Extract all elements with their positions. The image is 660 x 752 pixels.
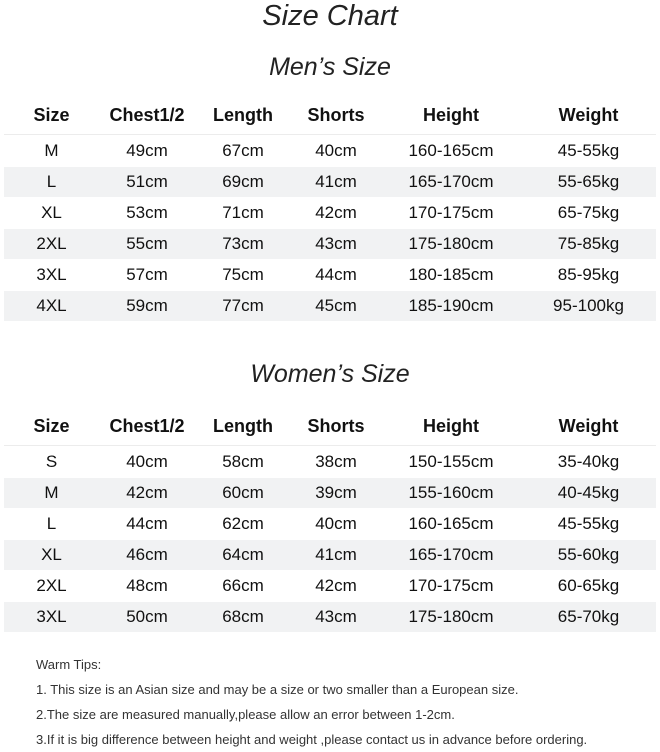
table-row <box>4 198 656 228</box>
cell-shorts: 40cm <box>291 136 381 166</box>
table-header-row <box>4 96 656 135</box>
cell-shorts: 41cm <box>291 540 381 570</box>
cell-height: 175-180cm <box>381 602 521 632</box>
cell-weight: 45-55kg <box>521 136 656 166</box>
womens-size-heading: Women’s Size <box>250 360 410 388</box>
cell-size: 3XL <box>4 260 99 290</box>
warm-tip-item: 2.The size are measured manually,please allow an error between 1-2cm. <box>36 707 455 722</box>
table-row <box>4 167 656 197</box>
cell-height: 150-155cm <box>381 447 521 477</box>
column-header-length: Length <box>195 407 291 446</box>
cell-length: 67cm <box>195 136 291 166</box>
womens-size-table <box>4 406 656 633</box>
cell-length: 68cm <box>195 602 291 632</box>
cell-shorts: 39cm <box>291 478 381 508</box>
cell-height: 160-165cm <box>381 136 521 166</box>
table-row <box>4 602 656 632</box>
cell-shorts: 45cm <box>291 291 381 321</box>
cell-length: 58cm <box>195 447 291 477</box>
cell-height: 175-180cm <box>381 229 521 259</box>
cell-chest: 46cm <box>99 540 195 570</box>
column-header-chest: Chest1/2 <box>99 96 195 135</box>
cell-size: XL <box>4 540 99 570</box>
column-header-shorts: Shorts <box>291 407 381 446</box>
cell-length: 71cm <box>195 198 291 228</box>
cell-weight: 45-55kg <box>521 509 656 539</box>
table-row <box>4 260 656 290</box>
table-row <box>4 478 656 508</box>
cell-height: 160-165cm <box>381 509 521 539</box>
cell-height: 155-160cm <box>381 478 521 508</box>
cell-shorts: 41cm <box>291 167 381 197</box>
column-header-weight: Weight <box>521 407 656 446</box>
cell-chest: 55cm <box>99 229 195 259</box>
cell-shorts: 40cm <box>291 509 381 539</box>
cell-shorts: 42cm <box>291 198 381 228</box>
cell-length: 66cm <box>195 571 291 601</box>
cell-size: S <box>4 447 99 477</box>
cell-chest: 59cm <box>99 291 195 321</box>
cell-length: 73cm <box>195 229 291 259</box>
table-row <box>4 509 656 539</box>
column-header-size: Size <box>4 407 99 446</box>
column-header-height: Height <box>381 96 521 135</box>
cell-size: XL <box>4 198 99 228</box>
cell-weight: 35-40kg <box>521 447 656 477</box>
table-header-row <box>4 407 656 446</box>
cell-length: 69cm <box>195 167 291 197</box>
cell-chest: 50cm <box>99 602 195 632</box>
warm-tips <box>36 652 646 752</box>
cell-shorts: 38cm <box>291 447 381 477</box>
cell-weight: 55-60kg <box>521 540 656 570</box>
mens-size-heading: Men’s Size <box>269 53 391 81</box>
cell-chest: 53cm <box>99 198 195 228</box>
table-row <box>4 291 656 321</box>
table-row <box>4 540 656 570</box>
cell-height: 170-175cm <box>381 198 521 228</box>
cell-shorts: 44cm <box>291 260 381 290</box>
cell-chest: 51cm <box>99 167 195 197</box>
warm-tip-item: 1. This size is an Asian size and may be a size or two smaller than a European size. <box>36 682 519 697</box>
cell-height: 180-185cm <box>381 260 521 290</box>
warm-tips-heading: Warm Tips: <box>36 657 102 672</box>
cell-length: 60cm <box>195 478 291 508</box>
cell-weight: 65-75kg <box>521 198 656 228</box>
cell-chest: 57cm <box>99 260 195 290</box>
cell-size: 3XL <box>4 602 99 632</box>
cell-height: 185-190cm <box>381 291 521 321</box>
table-row <box>4 571 656 601</box>
cell-chest: 42cm <box>99 478 195 508</box>
cell-length: 75cm <box>195 260 291 290</box>
cell-weight: 85-95kg <box>521 260 656 290</box>
cell-weight: 95-100kg <box>521 291 656 321</box>
column-header-weight: Weight <box>521 96 656 135</box>
cell-weight: 75-85kg <box>521 229 656 259</box>
column-header-length: Length <box>195 96 291 135</box>
cell-chest: 48cm <box>99 571 195 601</box>
cell-size: 2XL <box>4 571 99 601</box>
cell-size: M <box>4 136 99 166</box>
cell-height: 165-170cm <box>381 167 521 197</box>
column-header-chest: Chest1/2 <box>99 407 195 446</box>
cell-size: M <box>4 478 99 508</box>
column-header-shorts: Shorts <box>291 96 381 135</box>
cell-height: 170-175cm <box>381 571 521 601</box>
cell-length: 77cm <box>195 291 291 321</box>
page-title: Size Chart <box>262 0 398 32</box>
cell-length: 64cm <box>195 540 291 570</box>
cell-weight: 55-65kg <box>521 167 656 197</box>
cell-weight: 60-65kg <box>521 571 656 601</box>
cell-chest: 40cm <box>99 447 195 477</box>
cell-shorts: 42cm <box>291 571 381 601</box>
cell-size: L <box>4 167 99 197</box>
cell-height: 165-170cm <box>381 540 521 570</box>
warm-tip-item: 3.If it is big difference between height and weight ,please contact us in advance before ordering. <box>36 732 588 747</box>
cell-weight: 40-45kg <box>521 478 656 508</box>
cell-chest: 44cm <box>99 509 195 539</box>
cell-size: 2XL <box>4 229 99 259</box>
column-header-size: Size <box>4 96 99 135</box>
table-row <box>4 136 656 166</box>
cell-shorts: 43cm <box>291 602 381 632</box>
cell-size: L <box>4 509 99 539</box>
cell-size: 4XL <box>4 291 99 321</box>
cell-shorts: 43cm <box>291 229 381 259</box>
table-row <box>4 447 656 477</box>
column-header-height: Height <box>381 407 521 446</box>
mens-size-table <box>4 95 656 322</box>
cell-length: 62cm <box>195 509 291 539</box>
cell-weight: 65-70kg <box>521 602 656 632</box>
table-row <box>4 229 656 259</box>
cell-chest: 49cm <box>99 136 195 166</box>
